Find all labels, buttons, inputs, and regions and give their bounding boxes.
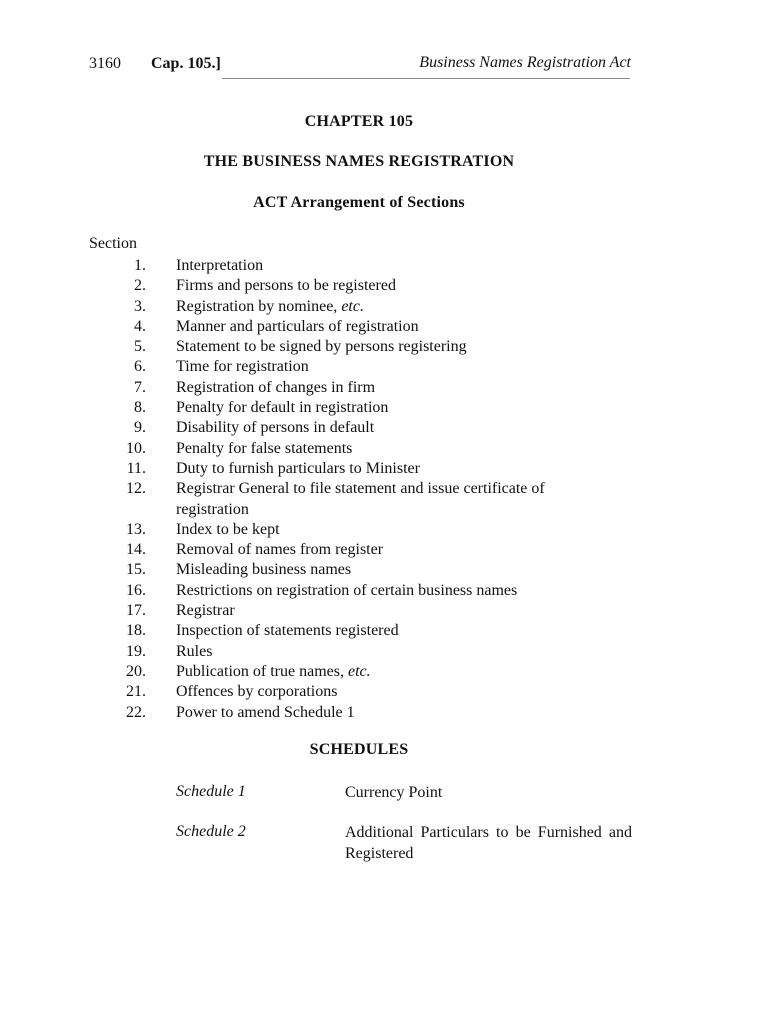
section-number: 8. — [134, 399, 146, 417]
section-title-text: Registrar General to file statement and issue certificate of registration — [176, 480, 545, 518]
section-title-text: Registration of changes in firm — [176, 378, 376, 396]
section-row — [0, 459, 768, 479]
section-row — [0, 540, 768, 560]
section-title — [176, 256, 596, 276]
section-row — [0, 479, 768, 520]
section-number: 18. — [126, 622, 146, 640]
section-row — [0, 581, 768, 601]
section-title-text: Inspection of statements registered — [176, 622, 399, 640]
sections-list — [0, 256, 768, 723]
section-number: 5. — [134, 338, 146, 356]
section-title — [176, 520, 596, 540]
section-title — [176, 297, 596, 317]
section-title — [176, 459, 596, 479]
section-row — [0, 276, 768, 296]
section-title-text: Misleading business names — [176, 561, 352, 579]
section-row — [0, 378, 768, 398]
section-title-italic: etc. — [347, 662, 371, 680]
section-row — [0, 520, 768, 540]
act-title: THE BUSINESS NAMES REGISTRATION — [203, 153, 515, 170]
section-number: 15. — [126, 561, 146, 579]
section-row — [0, 703, 768, 723]
section-number: 3. — [134, 297, 146, 315]
section-title — [176, 337, 596, 357]
section-row — [0, 317, 768, 337]
section-column-label: Section — [89, 235, 137, 252]
arrangement-heading: ACT Arrangement of Sections — [253, 194, 465, 211]
section-title-text: Restrictions on registration of certain business names — [176, 581, 518, 599]
section-number: 10. — [126, 439, 146, 457]
section-title-text: Power to amend Schedule 1 — [176, 703, 355, 721]
section-title-text: Penalty for default in registration — [176, 399, 389, 417]
section-row — [0, 297, 768, 317]
running-header-title: Business Names Registration Act — [419, 54, 631, 71]
section-title — [176, 418, 596, 438]
section-row — [0, 418, 768, 438]
section-title — [176, 378, 596, 398]
section-row — [0, 256, 768, 276]
section-title — [176, 276, 596, 296]
section-number: 17. — [126, 602, 146, 620]
section-title-text: Index to be kept — [176, 520, 280, 538]
section-title — [176, 398, 596, 418]
section-row — [0, 601, 768, 621]
section-number: 21. — [126, 683, 146, 701]
section-title-text: Publication of true names, — [176, 662, 348, 680]
section-row — [0, 682, 768, 702]
section-row — [0, 560, 768, 580]
section-row — [0, 337, 768, 357]
section-number: 20. — [126, 662, 146, 680]
section-title-text: Manner and particulars of registration — [176, 317, 419, 335]
section-number: 13. — [126, 520, 146, 538]
section-row — [0, 642, 768, 662]
section-title-text: Duty to furnish particulars to Minister — [176, 459, 420, 477]
section-number: 14. — [126, 541, 146, 559]
chapter-cap-label: Cap. 105.] — [151, 55, 221, 72]
section-title — [176, 540, 596, 560]
section-title-text: Firms and persons to be registered — [176, 277, 396, 295]
section-title — [176, 357, 596, 377]
section-title-text: Rules — [176, 642, 213, 660]
schedule-1-description: Currency Point — [345, 784, 443, 801]
section-row — [0, 398, 768, 418]
section-title — [176, 560, 596, 580]
section-number: 6. — [134, 358, 146, 376]
schedule-2-name: Schedule 2 — [176, 823, 246, 840]
section-title-text: Time for registration — [176, 358, 309, 376]
section-title — [176, 439, 596, 459]
section-title-text: Statement to be signed by persons registering — [176, 338, 467, 356]
schedule-2-description: Additional Particulars to be Furnished and Registered — [345, 824, 632, 862]
section-number: 12. — [126, 480, 146, 498]
section-number: 2. — [134, 277, 146, 295]
header-rule — [222, 78, 630, 79]
schedule-1-name: Schedule 1 — [176, 783, 246, 800]
section-row — [0, 439, 768, 459]
section-title-text: Registration by nominee, — [176, 297, 342, 315]
section-title-italic: etc. — [341, 297, 364, 315]
section-number: 19. — [126, 642, 146, 660]
section-title-text: Disability of persons in default — [176, 419, 375, 437]
page-number: 3160 — [89, 55, 121, 72]
section-number: 22. — [126, 703, 146, 721]
section-number: 7. — [134, 378, 146, 396]
section-title-text: Penalty for false statements — [176, 439, 353, 457]
section-title — [176, 682, 596, 702]
section-number: 9. — [134, 419, 146, 437]
section-title — [176, 703, 596, 723]
section-title-text: Offences by corporations — [176, 683, 338, 701]
section-title — [176, 317, 596, 337]
section-title — [176, 621, 596, 641]
section-title-text: Interpretation — [176, 257, 264, 274]
section-number: 1. — [134, 257, 146, 274]
section-title — [176, 601, 596, 621]
section-title — [176, 662, 596, 682]
section-number: 11. — [126, 459, 146, 477]
section-title — [176, 581, 596, 601]
section-row — [0, 621, 768, 641]
section-number: 4. — [134, 317, 146, 335]
section-row — [0, 662, 768, 682]
section-title — [176, 479, 596, 520]
section-title — [176, 642, 596, 662]
section-title-text: Registrar — [176, 602, 235, 620]
section-title-text: Removal of names from register — [176, 541, 384, 559]
schedules-heading: SCHEDULES — [309, 741, 409, 758]
section-row — [0, 357, 768, 377]
chapter-heading: CHAPTER 105 — [304, 113, 414, 130]
section-number: 16. — [126, 581, 146, 599]
